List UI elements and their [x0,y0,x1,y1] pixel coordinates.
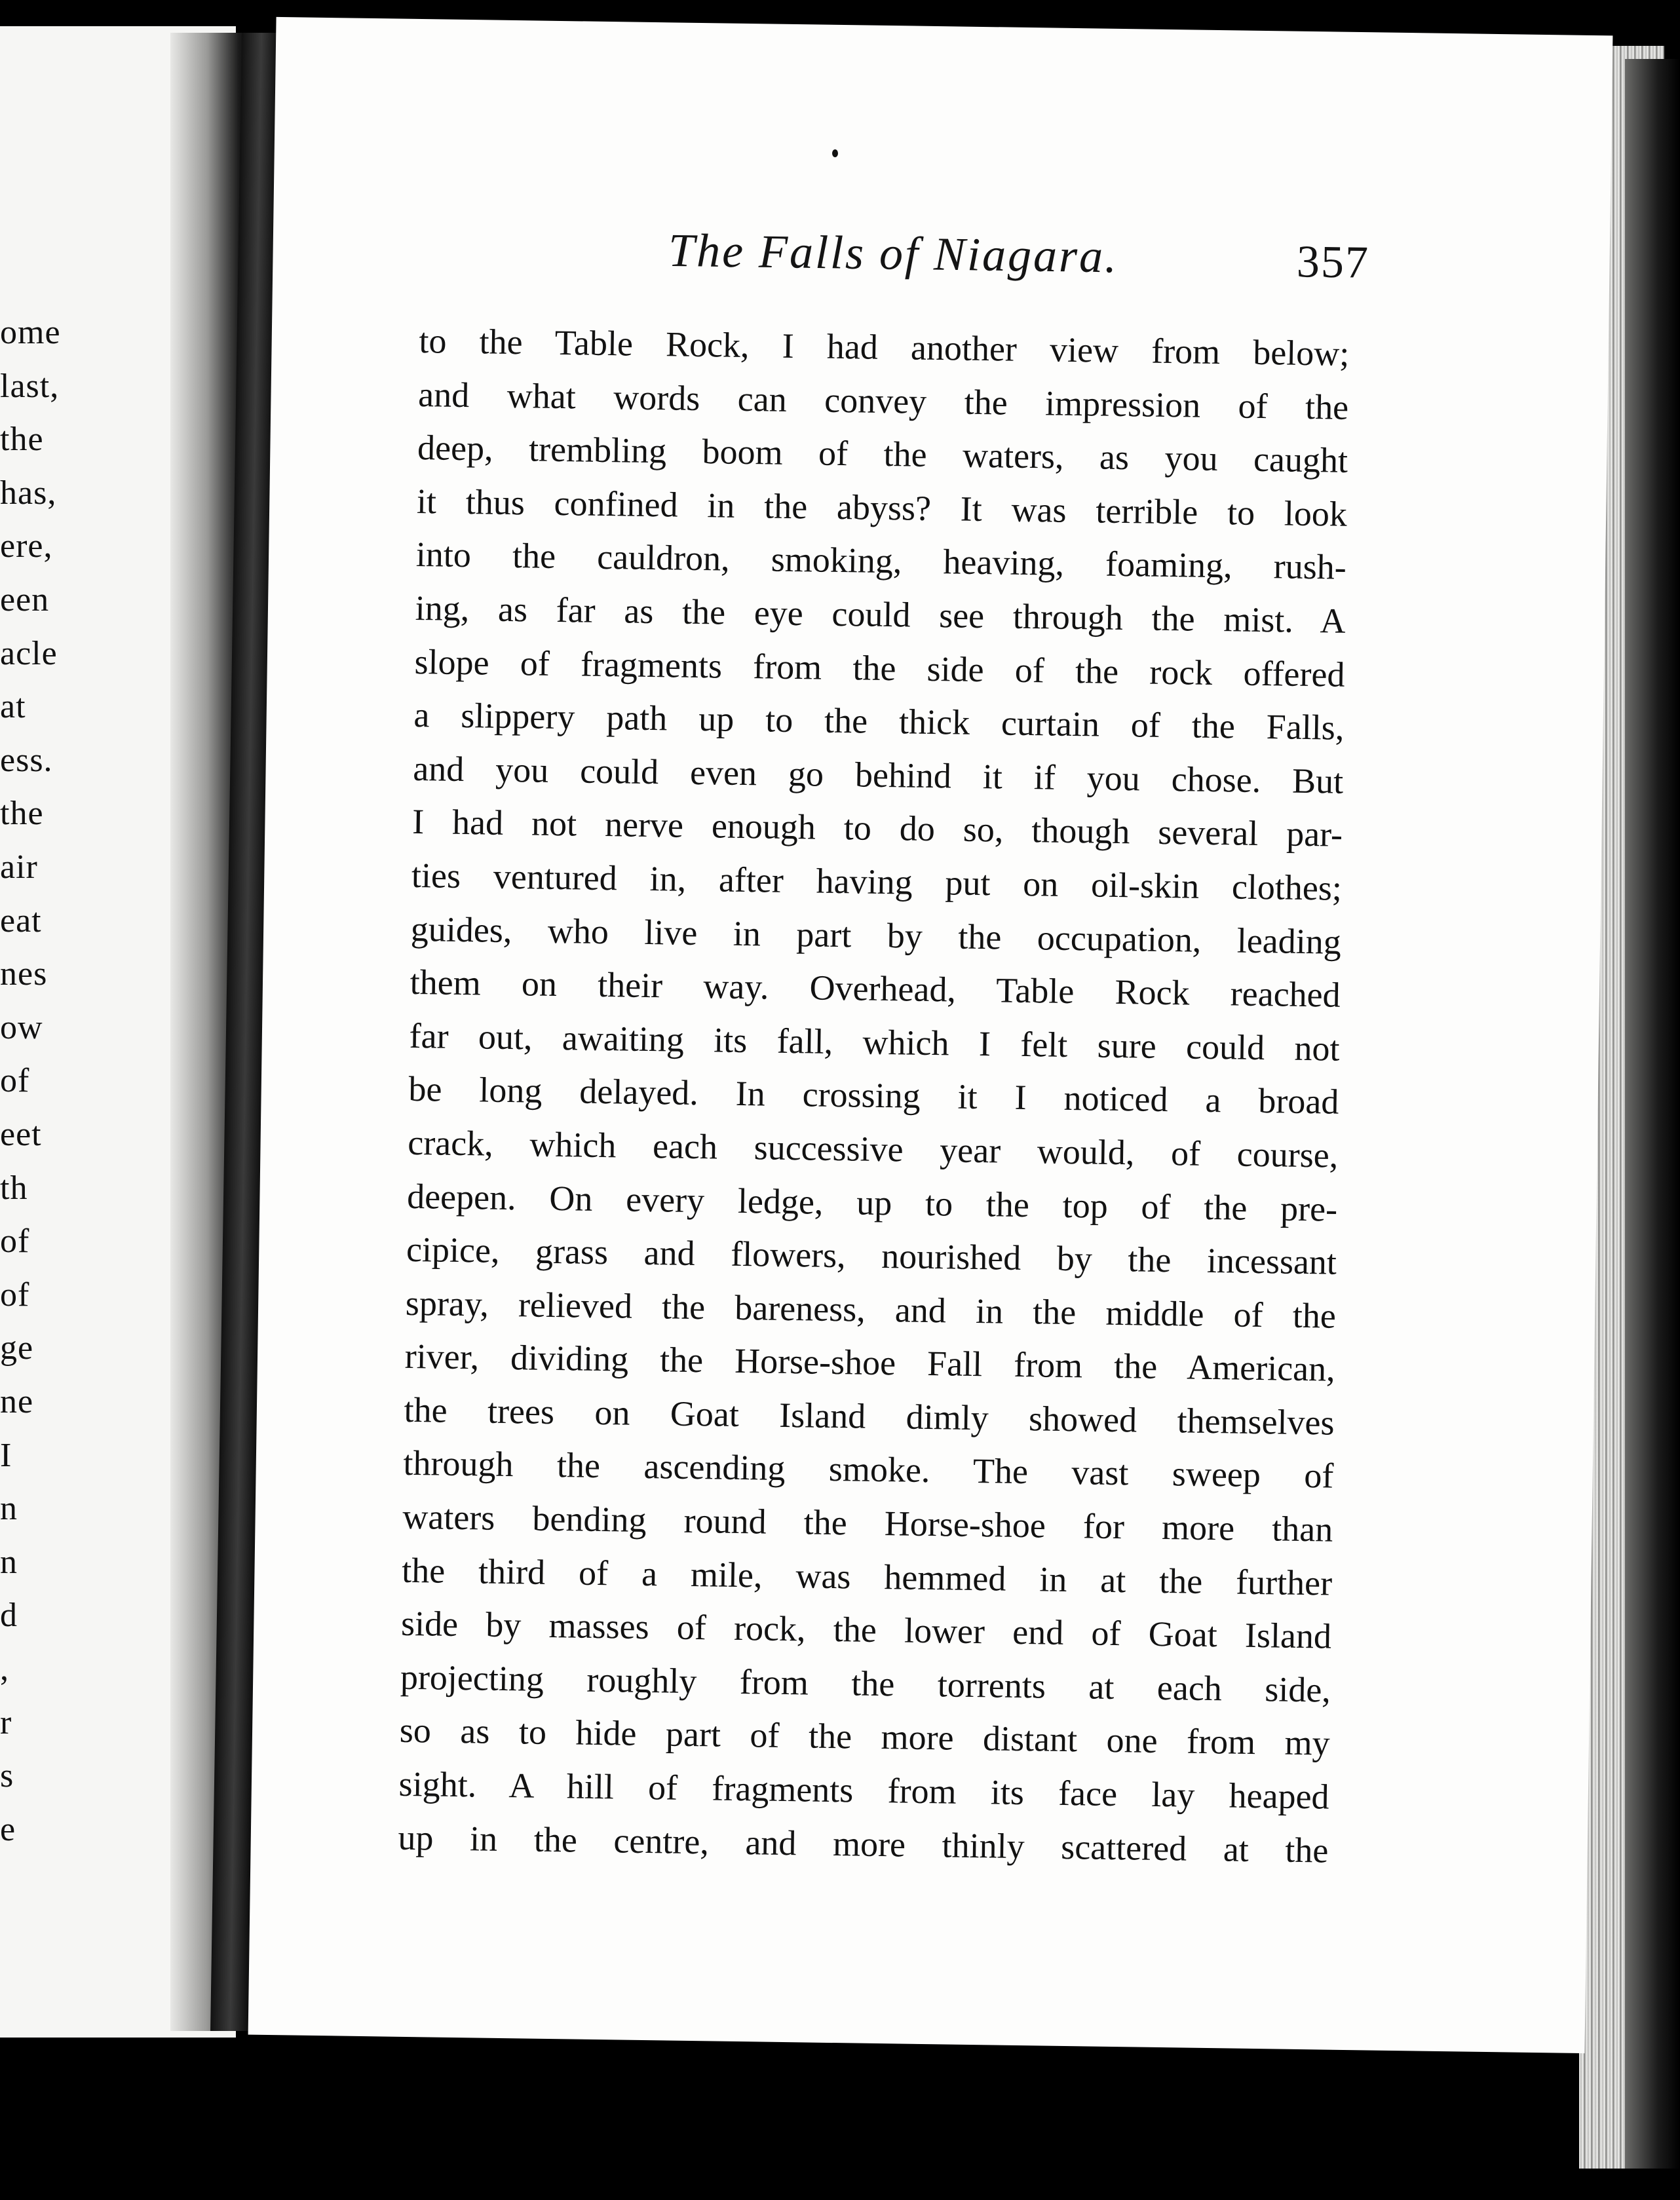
text-line: projecting roughly from the torrents at each side, [400,1657,1331,1710]
left-page-line-fragment: een [0,581,50,618]
text-line: be long delayed. In crossing it I noticed a broad [408,1069,1339,1122]
text-line: guides, who live in part by the occupation, leading [410,909,1342,962]
text-line: I had not nerve enough to do so, though several par- [411,802,1343,855]
left-page-line-fragment: eet [0,1116,42,1153]
text-line: the trees on Goat Island dimly showed themselves [404,1390,1335,1443]
text-line: through the ascending smoke. The vast sweep of [403,1443,1334,1496]
left-page-line-fragment: of [0,1276,30,1314]
ink-speck [832,149,838,157]
left-page-line-fragment: d [0,1597,18,1635]
left-page-line-fragment: air [0,848,38,886]
text-line: far out, awaiting its fall, which I felt sure could not [409,1015,1340,1069]
text-line: it thus confined in the abyss? It was terrible to look [416,481,1348,534]
left-page-line-fragment: r [0,1703,12,1741]
left-page-line-fragment: ow [0,1008,43,1046]
page-header [628,223,1369,299]
text-line: sight. A hill of fragments from its face lay heaped [398,1764,1329,1817]
left-page-line-fragment: acle [0,634,58,672]
text-line: waters bending round the Horse-shoe for more than [402,1496,1333,1549]
left-page-line-fragment: of [0,1062,30,1100]
left-page-line-fragment: ne [0,1383,34,1420]
text-line: into the cauldron, smoking, heaving, foaming, rush- [415,535,1347,588]
left-page-line-fragment: th [0,1169,28,1207]
text-line: so as to hide part of the more distant one from my [399,1711,1331,1764]
left-page-line-fragment: ess. [0,741,53,779]
text-line: deepen. On every ledge, up to the top of the pre- [406,1176,1338,1229]
left-page-line-fragment: nes [0,955,48,993]
left-page-line-fragment: ge [0,1329,34,1367]
text-line: a slippery path up to the thick curtain of the Falls, [413,695,1345,748]
text-line: river, dividing the Horse-shoe Fall from the American, [404,1337,1336,1389]
text-line: and you could even go behind it if you chose. But [412,748,1344,801]
text-line: crack, which each successive year would, of course, [407,1122,1339,1175]
left-page-line-fragment: s [0,1757,14,1795]
left-page-line-fragment: I [0,1436,12,1474]
text-line: deep, trembling boom of the waters, as you caught [417,428,1348,480]
page-number: 357 [1296,237,1370,288]
left-page-line-fragment: the [0,795,44,833]
text-line: and what words can convey the impression of the [417,374,1349,427]
text-line: them on their way. Overhead, Table Rock reached [410,962,1341,1015]
left-page-line-fragment: n [0,1543,18,1581]
fore-edge-shadow [1625,59,1680,2169]
text-line: up in the centre, and more thinly scattered at the [398,1817,1329,1870]
left-page-line-fragment: , [0,1650,9,1688]
text-line: ing, as far as the eye could see through the mist. A [415,588,1346,641]
text-line: to the Table Rock, I had another view from below; [419,320,1350,373]
running-head: The Falls of Niagara. [668,223,1119,283]
left-page-line-fragment: the [0,421,44,459]
text-line: ties ventured in, after having put on oil-skin clothes; [411,855,1343,908]
left-page-line-fragment: of [0,1223,30,1261]
text-line: the third of a mile, was hemmed in at the further [401,1550,1333,1603]
body-text [398,314,1350,1878]
text-line: slope of fragments from the side of the rock offered [414,641,1345,694]
text-line: cipice, grass and flowers, nourished by the incessant [406,1229,1337,1282]
left-page-line-fragment: last, [0,367,60,405]
text-line: side by masses of rock, the lower end of Goat Island [400,1604,1332,1656]
left-page-line-fragment: n [0,1490,18,1528]
left-page-line-fragment: at [0,688,26,726]
left-page-line-fragment: eat [0,901,42,939]
left-page-line-fragment: ome [0,314,61,351]
left-page-line-fragment: e [0,1810,16,1848]
left-page-line-fragment: ere, [0,527,53,565]
text-line: spray, relieved the bareness, and in the middle of the [405,1283,1337,1336]
left-page-line-fragment: has, [0,474,57,512]
